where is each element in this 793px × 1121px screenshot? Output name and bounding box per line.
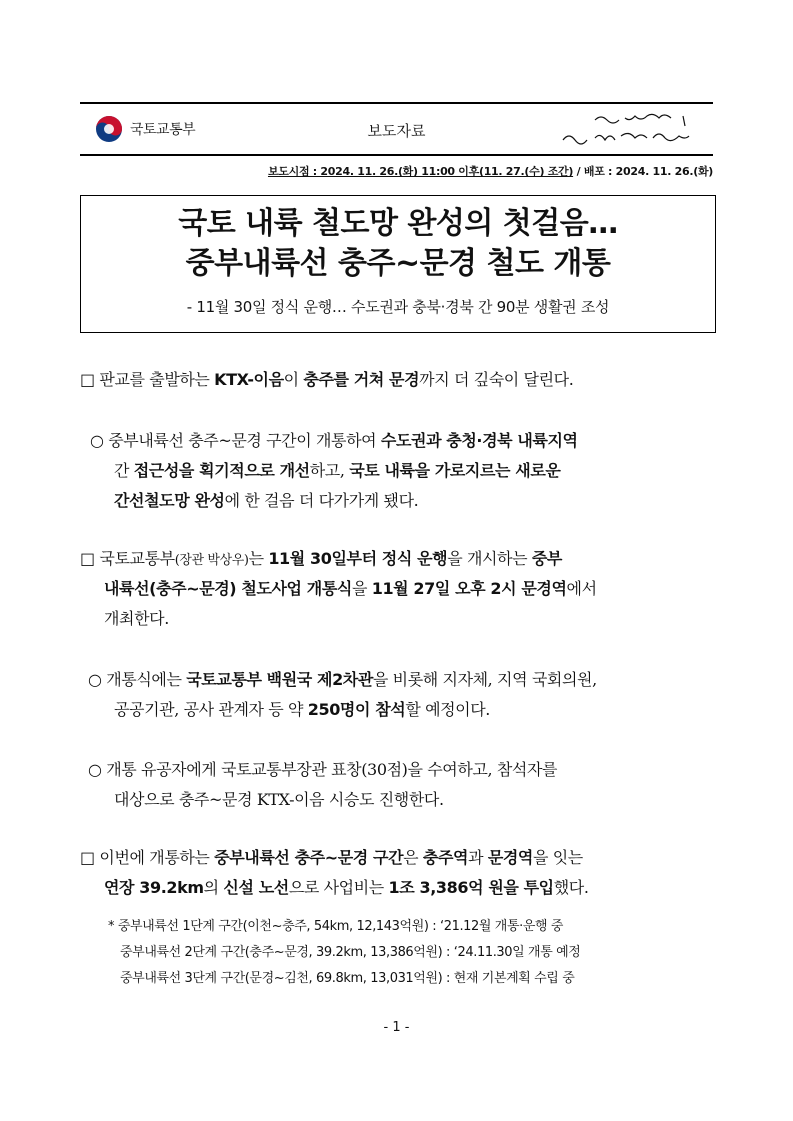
paragraph-1a-line-2 [114, 456, 560, 486]
paragraph-2a-line-2 [114, 695, 490, 725]
paragraph-2a-line-1 [88, 665, 597, 695]
paragraph-2b-line-2 [114, 785, 444, 815]
bold-text: KTX-이음 [214, 370, 284, 389]
text: 국토교통부 [94, 549, 175, 568]
title-box [80, 195, 716, 333]
embargo-time: 보도시점 : 2024. 11. 26.(화) 11:00 이후(11. 27.(수) 조간) [267, 165, 574, 178]
handwritten-slogan-image [555, 112, 705, 148]
text: 에서 [566, 579, 597, 598]
bold-text: 연장 39.2km [104, 878, 204, 897]
bold-text: 중부내륙선 충주~문경 구간 [214, 848, 404, 867]
text: 판교를 출발하는 [94, 370, 215, 389]
square-bullet: □ [80, 848, 95, 867]
footnote-line: * 중부내륙선 1단계 구간(이천~충주, 54km, 12,143억원) : ‘21.12월 개통·운행 중 [108, 919, 564, 934]
bold-text: 국토 내륙을 가로지르는 새로운 [349, 461, 561, 480]
paragraph-2-line-2 [104, 574, 597, 604]
text: 을 개시하는 [447, 549, 532, 568]
org-name: 국토교통부 [130, 122, 196, 138]
paragraph-1a-line-3 [114, 486, 418, 516]
bold-text: 충주역 [422, 848, 469, 867]
bold-text: 간선철도망 완성 [114, 491, 225, 510]
bold-text: 1조 3,386억 원을 투입 [388, 878, 554, 897]
text: 개통 유공자에게 국토교통부장관 표창(30점)을 수여하고, 참석자를 [101, 760, 558, 779]
text: 이 [283, 370, 304, 389]
text: 의 [203, 878, 224, 897]
text: 하고, [309, 461, 350, 480]
bold-text: 수도권과 충청·경북 내륙지역 [380, 431, 578, 450]
text: 대상으로 충주~문경 KTX-이음 시승도 진행한다. [114, 790, 444, 809]
text: 을 비롯해 지자체, 지역 국회의원, [372, 670, 597, 689]
bold-text: 250명이 참석 [307, 700, 406, 719]
paragraph-1a-line-1 [90, 426, 578, 456]
text: 에 한 걸음 더 다가가게 됐다. [224, 491, 419, 510]
release-separator: / [573, 165, 584, 178]
release-info [268, 163, 713, 179]
footnote-line: 중부내륙선 2단계 구간(충주~문경, 39.2km, 13,386억원) : ‘24.11.30일 개통 예정 [120, 945, 581, 960]
square-bullet: □ [80, 370, 95, 389]
paragraph-3-line-1 [80, 843, 583, 873]
header [80, 104, 713, 156]
distribution-date: 배포 : 2024. 11. 26.(화) [583, 165, 713, 178]
text: 을 잇는 [532, 848, 583, 867]
bold-text: 문경역 [487, 848, 533, 867]
bold-text: 충주를 거쳐 문경 [303, 370, 420, 389]
page-number: - 1 - [383, 1020, 410, 1035]
headline-line-1: 국토 내륙 철도망 완성의 첫걸음… [178, 206, 618, 241]
text: 할 예정이다. [405, 700, 490, 719]
footnote-line: 중부내륙선 3단계 구간(문경~김천, 69.8km, 13,031억원) : 현재 기본계획 수립 중 [120, 971, 575, 986]
paragraph-1 [80, 365, 573, 395]
subheadline: - 11월 30일 정식 운행… 수도권과 충북·경북 간 90분 생활권 조성 [186, 298, 610, 316]
text: 이번에 개통하는 [94, 848, 215, 867]
paragraph-3-line-2 [104, 873, 589, 903]
paragraph-2b-line-1 [88, 755, 557, 785]
text: 까지 더 깊숙이 달린다. [419, 370, 574, 389]
text: 으로 사업비는 [288, 878, 389, 897]
bold-text: 11월 30일부터 정식 운행 [268, 549, 448, 568]
text: 했다. [553, 878, 589, 897]
headline-line-2: 중부내륙선 충주~문경 철도 개통 [185, 246, 611, 281]
text: 공공기관, 공사 관계자 등 약 [114, 700, 308, 719]
bold-text: 내륙선(충주~문경) 철도사업 개통식 [104, 579, 352, 598]
text: 간 [114, 461, 134, 480]
square-bullet: □ [80, 549, 95, 568]
doc-type: 보도자료 [367, 122, 426, 140]
paragraph-2-line-1 [80, 544, 562, 576]
text: 개통식에는 [101, 670, 187, 689]
text: 는 [248, 549, 269, 568]
bold-text: 국토교통부 백원국 제2차관 [186, 670, 373, 689]
bold-text: 접근성을 획기적으로 개선 [133, 461, 310, 480]
minister-note: (장관 박상우) [174, 553, 249, 568]
text: 중부내륙선 충주~문경 구간이 개통하여 [103, 431, 381, 450]
paragraph-2-line-3 [104, 604, 169, 634]
bold-text: 중부 [531, 549, 562, 568]
circle-bullet: ○ [90, 431, 104, 450]
footnotes [108, 914, 580, 992]
text: 과 [468, 848, 488, 867]
circle-bullet: ○ [88, 670, 102, 689]
text: 개최한다. [104, 609, 169, 628]
text: 은 [403, 848, 423, 867]
circle-bullet: ○ [88, 760, 102, 779]
text: 을 [351, 579, 372, 598]
bold-text: 신설 노선 [223, 878, 289, 897]
bold-text: 11월 27일 오후 2시 문경역 [371, 579, 567, 598]
